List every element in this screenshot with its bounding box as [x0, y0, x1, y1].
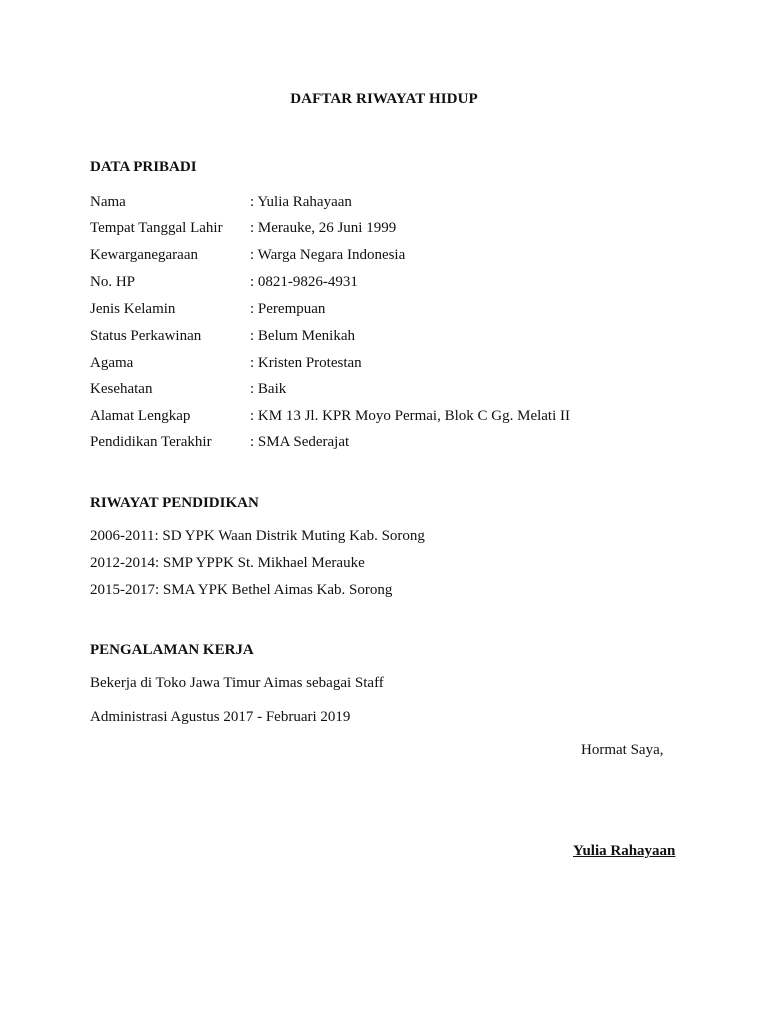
personal-label-citizenship: Kewarganegaraan: [90, 247, 198, 263]
signature-name: Yulia Rahayaan: [573, 843, 676, 859]
personal-label-name: Nama: [90, 194, 126, 210]
closing-salutation: Hormat Saya,: [581, 742, 664, 758]
personal-value-name: : Yulia Rahayaan: [250, 194, 352, 210]
personal-label-phone: No. HP: [90, 274, 136, 290]
personal-value-religion: : Kristen Protestan: [250, 355, 362, 371]
document-title: DAFTAR RIWAYAT HIDUP: [290, 91, 478, 107]
education-heading: RIWAYAT PENDIDIKAN: [90, 495, 259, 511]
personal-data-heading: DATA PRIBADI: [90, 159, 197, 175]
personal-label-health: Kesehatan: [90, 381, 153, 397]
personal-label-religion: Agama: [90, 355, 134, 371]
personal-value-phone: : 0821-9826-4931: [250, 274, 358, 290]
education-item: 2006-2011: SD YPK Waan Distrik Muting Kab. Sorong: [90, 528, 425, 544]
personal-label-last-education: Pendidikan Terakhir: [90, 434, 212, 450]
personal-label-address: Alamat Lengkap: [90, 408, 191, 424]
experience-heading: PENGALAMAN KERJA: [90, 642, 254, 658]
education-item: 2012-2014: SMP YPPK St. Mikhael Merauke: [90, 555, 365, 571]
personal-value-birth: : Merauke, 26 Juni 1999: [250, 220, 397, 236]
personal-label-birth: Tempat Tanggal Lahir: [90, 220, 223, 236]
personal-value-address: : KM 13 Jl. KPR Moyo Permai, Blok C Gg. Melati II: [250, 408, 571, 424]
personal-value-citizenship: : Warga Negara Indonesia: [250, 247, 406, 263]
experience-line: Administrasi Agustus 2017 - Februari 2019: [90, 709, 351, 725]
personal-value-health: : Baik: [250, 381, 287, 397]
personal-value-marital: : Belum Menikah: [250, 328, 355, 344]
personal-value-last-education: : SMA Sederajat: [250, 434, 350, 450]
education-item: 2015-2017: SMA YPK Bethel Aimas Kab. Sorong: [90, 582, 393, 598]
experience-line: Bekerja di Toko Jawa Timur Aimas sebagai Staff: [90, 675, 384, 691]
personal-label-gender: Jenis Kelamin: [90, 301, 176, 317]
personal-value-gender: : Perempuan: [250, 301, 326, 317]
personal-label-marital: Status Perkawinan: [90, 328, 202, 344]
